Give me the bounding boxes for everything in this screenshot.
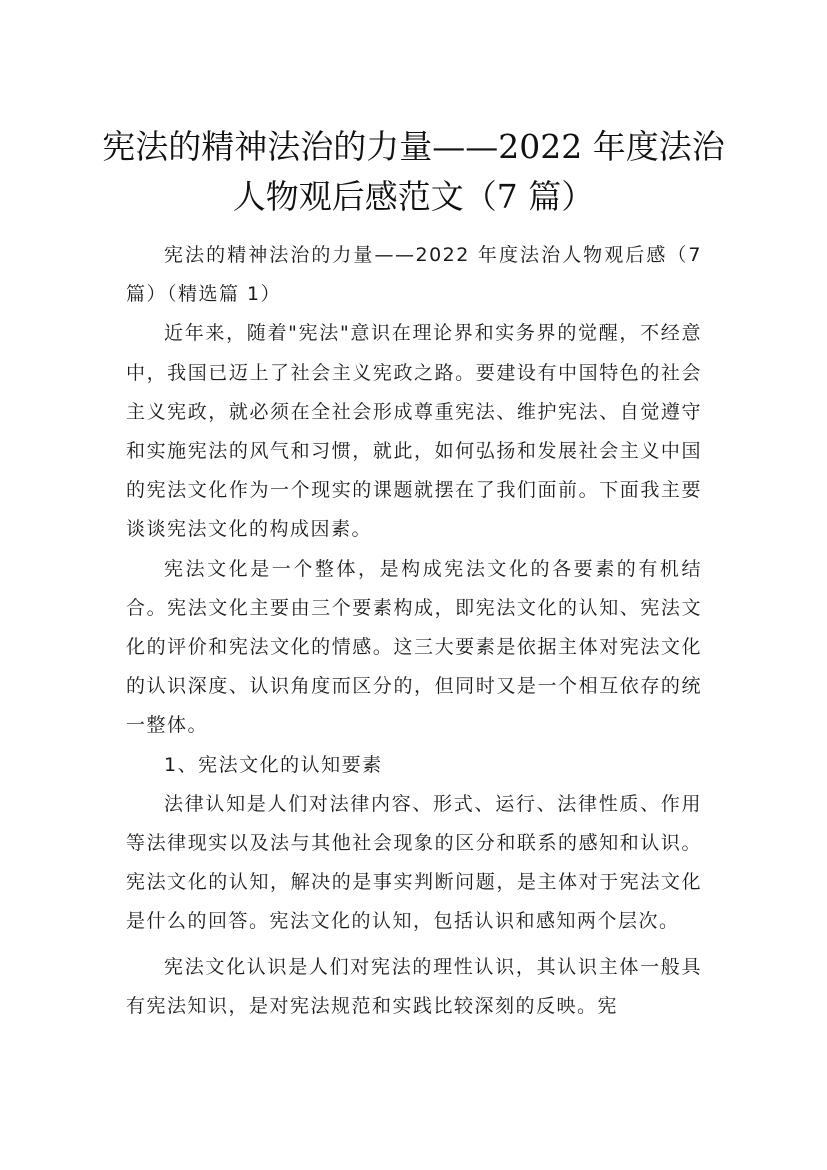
section-heading-cognition: 1、宪法文化的认知要素 xyxy=(164,753,383,776)
document-body xyxy=(126,236,702,1026)
document-title xyxy=(100,122,727,222)
paragraph-overview: 宪法文化是一个整体，是构成宪法文化的各要素的有机结合。宪法文化主要由三个要素构成，即宪法文化的认知、宪法文化的评价和宪法文化的情感。这三大要素是依据主体对宪法文化的认识深度、认识角度而区分的，但同时又是一个相互依存的统一整体。 xyxy=(126,557,702,737)
title-line-1: 宪法的精神法治的力量——2022 年度法治 xyxy=(102,127,725,167)
paragraph-cognition: 法律认知是人们对法律内容、形式、运行、法律性质、作用等法律现实以及法与其他社会现象的区分和联系的感知和认识。宪法文化的认知，解决的是事实判断问题，是主体对于宪法文化是什么的回答。宪法文化的认知，包括认识和感知两个层次。 xyxy=(126,792,702,933)
paragraph-understanding: 宪法文化认识是人们对宪法的理性认识，其认识主体一般具有宪法知识，是对宪法规范和实践比较深刻的反映。宪 xyxy=(126,955,702,1017)
paragraph-subtitle: 宪法的精神法治的力量——2022 年度法治人物观后感（7 篇）（精选篇 1） xyxy=(126,244,702,306)
paragraph-intro: 近年来，随着"宪法"意识在理论界和实务界的觉醒，不经意中，我国已迈上了社会主义宪政之路。要建设有中国特色的社会主义宪政，就必须在全社会形成尊重宪法、维护宪法、自觉遵守和实施宪法的风气和习惯，就此，如何弘扬和发展社会主义中国的宪法文化作为一个现实的课题就摆在了我们面前。下面我主要谈谈宪法文化的构成因素。 xyxy=(126,322,702,541)
title-line-2: 人物观后感范文（7 篇） xyxy=(232,177,595,217)
